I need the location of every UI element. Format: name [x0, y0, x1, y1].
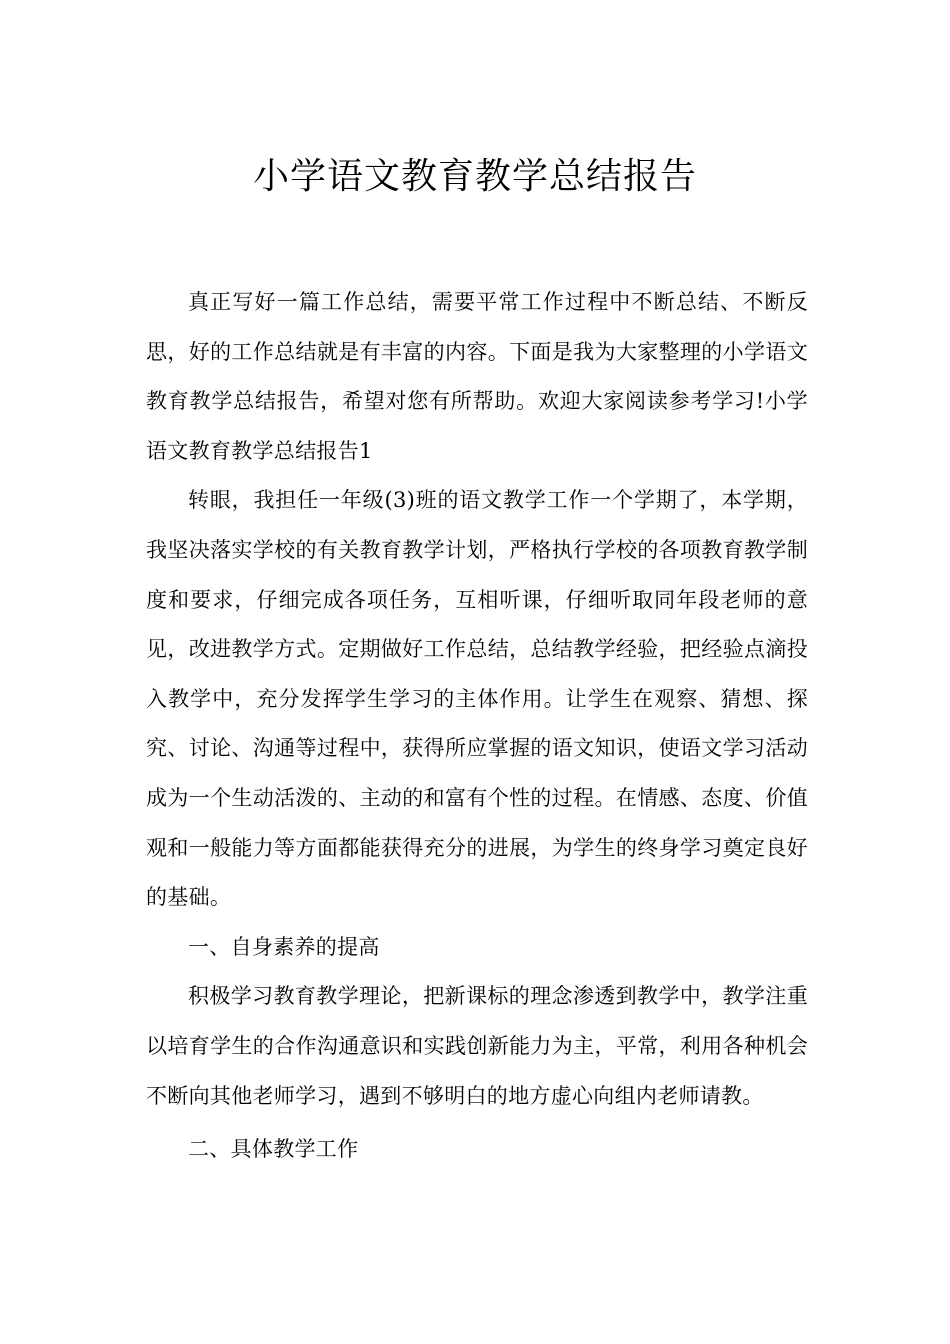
body-paragraph: 转眼，我担任一年级(3)班的语文教学工作一个学期了，本学期，我坚决落实学校的有关教育教学计划，严格执行学校的各项教育教学制度和要求，仔细完成各项任务，互相听课，仔细听取同年段老师的意见，改进教学方式。定期做好工作总结，总结教学经验，把经验点滴投入教学中，充分发挥学生学习的主体作用。让学生在观察、猜想、探究、讨论、沟通等过程中，获得所应掌握的语文知识，使语文学习活动成为一个生动活泼的、主动的和富有个性的过程。在情感、态度、价值观和一般能力等方面都能获得充分的进展，为学生的终身学习奠定良好的基础。 — [146, 488, 808, 910]
intro-paragraph: 真正写好一篇工作总结，需要平常工作过程中不断总结、不断反思，好的工作总结就是有丰富的内容。下面是我为大家整理的小学语文教育教学总结报告，希望对您有所帮助。欢迎大家阅读参考学习!小学语文教育教学总结报告1 — [146, 290, 808, 463]
section-heading: 一、自身素养的提高 — [188, 934, 380, 959]
document-body — [146, 278, 808, 1175]
section-heading: 二、具体教学工作 — [188, 1137, 359, 1162]
document-title: 小学语文教育教学总结报告 — [252, 156, 697, 198]
body-paragraph: 积极学习教育教学理论，把新课标的理念渗透到教学中，教学注重以培育学生的合作沟通意识和实践创新能力为主，平常，利用各种机会不断向其他老师学习，遇到不够明白的地方虚心向组内老师请教。 — [146, 984, 808, 1108]
